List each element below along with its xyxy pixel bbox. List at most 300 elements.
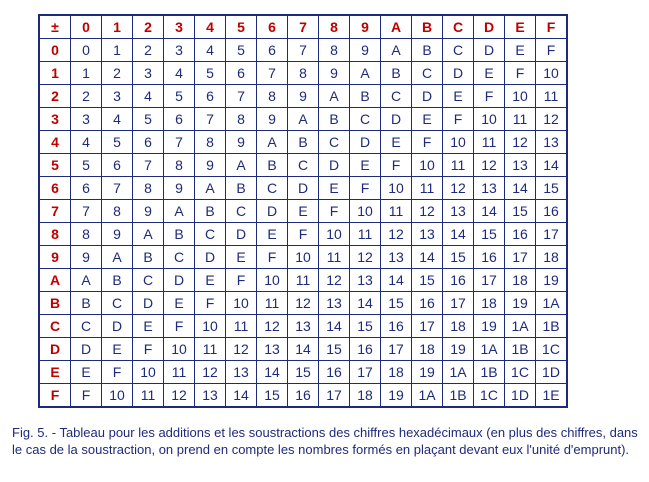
- column-header: C: [443, 15, 474, 39]
- table-cell: 11: [288, 269, 319, 292]
- table-cell: 14: [257, 361, 288, 384]
- table-cell: 6: [71, 177, 102, 200]
- table-cell: 1B: [536, 315, 568, 338]
- table-cell: 19: [443, 338, 474, 361]
- table-body: [39, 39, 567, 408]
- table-cell: 18: [381, 361, 412, 384]
- table-cell: D: [412, 85, 443, 108]
- table-cell: 16: [350, 338, 381, 361]
- table-cell: 7: [288, 39, 319, 62]
- table-cell: F: [319, 200, 350, 223]
- table-row: [39, 200, 567, 223]
- table-cell: 10: [164, 338, 195, 361]
- table-cell: 13: [257, 338, 288, 361]
- table-cell: 8: [102, 200, 133, 223]
- table-cell: F: [226, 269, 257, 292]
- table-cell: 12: [164, 384, 195, 408]
- table-cell: C: [133, 269, 164, 292]
- table-cell: 15: [257, 384, 288, 408]
- table-cell: 1D: [536, 361, 568, 384]
- table-cell: D: [381, 108, 412, 131]
- table-row: [39, 223, 567, 246]
- table-cell: 10: [474, 108, 505, 131]
- table-cell: D: [288, 177, 319, 200]
- column-header: 8: [319, 15, 350, 39]
- table-cell: 16: [412, 292, 443, 315]
- column-header: 2: [133, 15, 164, 39]
- table-cell: C: [412, 62, 443, 85]
- table-cell: 1C: [536, 338, 568, 361]
- row-header: 7: [39, 200, 71, 223]
- table-cell: 9: [319, 62, 350, 85]
- table-cell: 12: [195, 361, 226, 384]
- hex-addition-table: [38, 14, 568, 408]
- table-cell: 10: [412, 154, 443, 177]
- table-cell: 14: [350, 292, 381, 315]
- table-cell: 10: [350, 200, 381, 223]
- table-cell: 9: [164, 177, 195, 200]
- table-cell: 5: [164, 85, 195, 108]
- table-row: [39, 131, 567, 154]
- table-cell: 15: [381, 292, 412, 315]
- table-cell: F: [381, 154, 412, 177]
- row-header: A: [39, 269, 71, 292]
- table-cell: F: [164, 315, 195, 338]
- table-cell: 11: [381, 200, 412, 223]
- table-cell: E: [71, 361, 102, 384]
- table-cell: 9: [195, 154, 226, 177]
- table-cell: 13: [412, 223, 443, 246]
- row-header: 8: [39, 223, 71, 246]
- table-cell: 1A: [474, 338, 505, 361]
- table-cell: 8: [319, 39, 350, 62]
- table-row: [39, 108, 567, 131]
- table-cell: E: [319, 177, 350, 200]
- table-cell: 7: [102, 177, 133, 200]
- table-cell: F: [133, 338, 164, 361]
- table-cell: F: [443, 108, 474, 131]
- table-cell: 16: [505, 223, 536, 246]
- table-cell: 14: [226, 384, 257, 408]
- table-cell: 11: [412, 177, 443, 200]
- table-cell: E: [195, 269, 226, 292]
- table-cell: 8: [226, 108, 257, 131]
- table-cell: 16: [474, 246, 505, 269]
- row-header: E: [39, 361, 71, 384]
- table-cell: E: [443, 85, 474, 108]
- table-row: [39, 62, 567, 85]
- table-cell: 3: [102, 85, 133, 108]
- table-cell: D: [102, 315, 133, 338]
- column-header: D: [474, 15, 505, 39]
- row-header: 2: [39, 85, 71, 108]
- table-cell: 10: [381, 177, 412, 200]
- column-header: 3: [164, 15, 195, 39]
- table-cell: C: [257, 177, 288, 200]
- row-header: B: [39, 292, 71, 315]
- table-cell: 14: [505, 177, 536, 200]
- row-header: 1: [39, 62, 71, 85]
- row-header: D: [39, 338, 71, 361]
- table-row: [39, 39, 567, 62]
- table-cell: 5: [133, 108, 164, 131]
- table-cell: 8: [133, 177, 164, 200]
- table-cell: 19: [381, 384, 412, 408]
- table-cell: A: [71, 269, 102, 292]
- table-cell: 18: [412, 338, 443, 361]
- table-cell: 17: [381, 338, 412, 361]
- table-cell: 8: [257, 85, 288, 108]
- table-cell: B: [226, 177, 257, 200]
- table-cell: 9: [102, 223, 133, 246]
- table-cell: 1: [102, 39, 133, 62]
- table-cell: 10: [536, 62, 568, 85]
- table-cell: E: [474, 62, 505, 85]
- table-cell: 13: [536, 131, 568, 154]
- table-row: [39, 361, 567, 384]
- table-cell: 12: [319, 269, 350, 292]
- row-header: F: [39, 384, 71, 408]
- table-cell: D: [226, 223, 257, 246]
- table-cell: 1A: [505, 315, 536, 338]
- table-cell: E: [381, 131, 412, 154]
- table-cell: 19: [505, 292, 536, 315]
- table-row: [39, 292, 567, 315]
- table-cell: 7: [164, 131, 195, 154]
- table-cell: 5: [226, 39, 257, 62]
- table-cell: 14: [319, 315, 350, 338]
- table-cell: 10: [288, 246, 319, 269]
- table-cell: D: [350, 131, 381, 154]
- table-cell: 4: [71, 131, 102, 154]
- header-row: [39, 15, 567, 39]
- table-cell: A: [381, 39, 412, 62]
- table-cell: 6: [164, 108, 195, 131]
- table-cell: C: [71, 315, 102, 338]
- row-header: 5: [39, 154, 71, 177]
- table-cell: 16: [319, 361, 350, 384]
- table-cell: 18: [505, 269, 536, 292]
- table-cell: 12: [474, 154, 505, 177]
- row-header: 9: [39, 246, 71, 269]
- table-cell: 9: [71, 246, 102, 269]
- table-cell: A: [288, 108, 319, 131]
- table-row: [39, 85, 567, 108]
- table-cell: 6: [102, 154, 133, 177]
- corner-cell: ±: [39, 15, 71, 39]
- table-cell: 1D: [505, 384, 536, 408]
- table-cell: 14: [474, 200, 505, 223]
- table-cell: D: [443, 62, 474, 85]
- table-cell: E: [102, 338, 133, 361]
- table-cell: 7: [71, 200, 102, 223]
- table-cell: 8: [195, 131, 226, 154]
- table-cell: 16: [536, 200, 568, 223]
- table-row: [39, 315, 567, 338]
- column-header: A: [381, 15, 412, 39]
- table-cell: F: [412, 131, 443, 154]
- table-cell: 14: [412, 246, 443, 269]
- table-cell: F: [350, 177, 381, 200]
- table-row: [39, 246, 567, 269]
- table-cell: 13: [226, 361, 257, 384]
- table-cell: 11: [443, 154, 474, 177]
- table-cell: D: [474, 39, 505, 62]
- table-cell: 12: [443, 177, 474, 200]
- table-cell: 9: [288, 85, 319, 108]
- table-cell: 2: [71, 85, 102, 108]
- column-header: 1: [102, 15, 133, 39]
- table-cell: 10: [102, 384, 133, 408]
- column-header: 7: [288, 15, 319, 39]
- table-cell: 4: [133, 85, 164, 108]
- table-cell: 11: [226, 315, 257, 338]
- table-cell: 18: [350, 384, 381, 408]
- table-cell: 19: [474, 315, 505, 338]
- table-cell: 10: [505, 85, 536, 108]
- table-cell: 8: [71, 223, 102, 246]
- table-cell: 11: [133, 384, 164, 408]
- table-cell: 14: [443, 223, 474, 246]
- table-cell: A: [195, 177, 226, 200]
- table-cell: 5: [195, 62, 226, 85]
- table-cell: 11: [350, 223, 381, 246]
- column-header: 0: [71, 15, 102, 39]
- table-cell: E: [257, 223, 288, 246]
- table-cell: 9: [226, 131, 257, 154]
- table-cell: C: [319, 131, 350, 154]
- table-cell: 12: [412, 200, 443, 223]
- table-cell: 13: [288, 315, 319, 338]
- row-header: 6: [39, 177, 71, 200]
- table-cell: A: [319, 85, 350, 108]
- table-cell: 1B: [505, 338, 536, 361]
- table-row: [39, 384, 567, 408]
- table-cell: 11: [505, 108, 536, 131]
- table-cell: 9: [350, 39, 381, 62]
- table-cell: 15: [412, 269, 443, 292]
- table-cell: 15: [443, 246, 474, 269]
- table-cell: F: [71, 384, 102, 408]
- table-cell: B: [381, 62, 412, 85]
- figure-caption: Fig. 5. - Tableau pour les additions et les soustractions des chiffres hexadécimaux (en plus des chiffres, dans le cas de la soustraction, on prend en compte les nombres formés en plaçant devant eux l'unité d'emprunt).: [12, 425, 638, 457]
- table-cell: C: [195, 223, 226, 246]
- table-cell: 12: [505, 131, 536, 154]
- table-cell: 12: [226, 338, 257, 361]
- table-cell: F: [505, 62, 536, 85]
- table-cell: F: [536, 39, 568, 62]
- table-cell: 10: [226, 292, 257, 315]
- table-cell: 1A: [412, 384, 443, 408]
- table-cell: 17: [319, 384, 350, 408]
- table-cell: D: [71, 338, 102, 361]
- table-cell: 15: [505, 200, 536, 223]
- table-cell: E: [505, 39, 536, 62]
- column-header: 9: [350, 15, 381, 39]
- table-row: [39, 269, 567, 292]
- table-cell: B: [319, 108, 350, 131]
- table-cell: 11: [536, 85, 568, 108]
- table-cell: 10: [443, 131, 474, 154]
- table-cell: E: [288, 200, 319, 223]
- table-cell: B: [71, 292, 102, 315]
- table-cell: B: [195, 200, 226, 223]
- table-cell: 10: [195, 315, 226, 338]
- table-cell: 1A: [536, 292, 568, 315]
- table-cell: 11: [319, 246, 350, 269]
- table-cell: E: [412, 108, 443, 131]
- table-cell: 11: [474, 131, 505, 154]
- table-cell: B: [350, 85, 381, 108]
- table-cell: 7: [226, 85, 257, 108]
- table-cell: 4: [195, 39, 226, 62]
- table-cell: 7: [195, 108, 226, 131]
- table-cell: 15: [536, 177, 568, 200]
- table-cell: 17: [412, 315, 443, 338]
- table-cell: D: [133, 292, 164, 315]
- table-cell: 3: [71, 108, 102, 131]
- table-cell: 12: [536, 108, 568, 131]
- table-cell: A: [257, 131, 288, 154]
- table-cell: 15: [474, 223, 505, 246]
- table-cell: A: [164, 200, 195, 223]
- table-cell: 10: [319, 223, 350, 246]
- table-row: [39, 338, 567, 361]
- table-cell: 12: [257, 315, 288, 338]
- table-cell: 1: [71, 62, 102, 85]
- table-cell: B: [257, 154, 288, 177]
- table-cell: C: [226, 200, 257, 223]
- table-cell: A: [102, 246, 133, 269]
- table-cell: 17: [505, 246, 536, 269]
- table-cell: 1B: [443, 384, 474, 408]
- table-cell: 8: [164, 154, 195, 177]
- row-header: 0: [39, 39, 71, 62]
- table-cell: 16: [381, 315, 412, 338]
- table-cell: A: [226, 154, 257, 177]
- table-cell: 19: [412, 361, 443, 384]
- table-cell: 14: [288, 338, 319, 361]
- column-header: 6: [257, 15, 288, 39]
- table-cell: 7: [257, 62, 288, 85]
- table-cell: B: [164, 223, 195, 246]
- table-cell: 13: [381, 246, 412, 269]
- table-cell: 14: [536, 154, 568, 177]
- table-cell: 4: [164, 62, 195, 85]
- table-cell: 15: [350, 315, 381, 338]
- table-cell: B: [133, 246, 164, 269]
- table-cell: C: [350, 108, 381, 131]
- table-cell: C: [443, 39, 474, 62]
- table-cell: 1B: [474, 361, 505, 384]
- table-cell: 8: [288, 62, 319, 85]
- table-cell: 1C: [474, 384, 505, 408]
- table-cell: D: [319, 154, 350, 177]
- table-cell: 11: [257, 292, 288, 315]
- table-row: [39, 177, 567, 200]
- column-header: E: [505, 15, 536, 39]
- table-cell: E: [226, 246, 257, 269]
- table-cell: B: [102, 269, 133, 292]
- table-cell: 17: [443, 292, 474, 315]
- table-cell: 10: [257, 269, 288, 292]
- table-cell: 13: [350, 269, 381, 292]
- table-cell: 5: [71, 154, 102, 177]
- table-cell: 10: [133, 361, 164, 384]
- table-cell: 0: [71, 39, 102, 62]
- table-cell: 16: [443, 269, 474, 292]
- table-cell: C: [381, 85, 412, 108]
- table-cell: 5: [102, 131, 133, 154]
- table-cell: D: [164, 269, 195, 292]
- column-header: B: [412, 15, 443, 39]
- table-cell: D: [257, 200, 288, 223]
- table-cell: 13: [505, 154, 536, 177]
- table-cell: 6: [257, 39, 288, 62]
- table-cell: 13: [319, 292, 350, 315]
- table-cell: 6: [195, 85, 226, 108]
- table-cell: B: [288, 131, 319, 154]
- table-cell: 13: [195, 384, 226, 408]
- table-cell: 19: [536, 269, 568, 292]
- table-cell: F: [288, 223, 319, 246]
- hex-table-container: [38, 14, 568, 408]
- table-cell: B: [412, 39, 443, 62]
- table-cell: 17: [536, 223, 568, 246]
- table-cell: 18: [474, 292, 505, 315]
- table-cell: F: [257, 246, 288, 269]
- table-cell: 4: [102, 108, 133, 131]
- table-cell: A: [133, 223, 164, 246]
- table-cell: F: [195, 292, 226, 315]
- row-header: 3: [39, 108, 71, 131]
- table-cell: 6: [133, 131, 164, 154]
- table-cell: C: [164, 246, 195, 269]
- row-header: 4: [39, 131, 71, 154]
- table-cell: 13: [474, 177, 505, 200]
- table-cell: 2: [133, 39, 164, 62]
- table-cell: 6: [226, 62, 257, 85]
- table-cell: C: [288, 154, 319, 177]
- table-cell: 12: [381, 223, 412, 246]
- table-cell: 11: [164, 361, 195, 384]
- table-cell: 1E: [536, 384, 568, 408]
- table-cell: 12: [350, 246, 381, 269]
- table-cell: 18: [443, 315, 474, 338]
- table-cell: A: [350, 62, 381, 85]
- table-cell: 9: [257, 108, 288, 131]
- table-cell: 16: [288, 384, 319, 408]
- column-header: 4: [195, 15, 226, 39]
- table-cell: C: [102, 292, 133, 315]
- table-cell: 9: [133, 200, 164, 223]
- column-header: F: [536, 15, 568, 39]
- table-cell: 13: [443, 200, 474, 223]
- table-cell: 17: [474, 269, 505, 292]
- table-cell: F: [102, 361, 133, 384]
- table-cell: 14: [381, 269, 412, 292]
- table-cell: 3: [133, 62, 164, 85]
- table-cell: 15: [319, 338, 350, 361]
- table-cell: 15: [288, 361, 319, 384]
- table-cell: 1C: [505, 361, 536, 384]
- table-cell: 3: [164, 39, 195, 62]
- table-cell: F: [474, 85, 505, 108]
- table-cell: 2: [102, 62, 133, 85]
- table-cell: 7: [133, 154, 164, 177]
- table-cell: 11: [195, 338, 226, 361]
- table-cell: 17: [350, 361, 381, 384]
